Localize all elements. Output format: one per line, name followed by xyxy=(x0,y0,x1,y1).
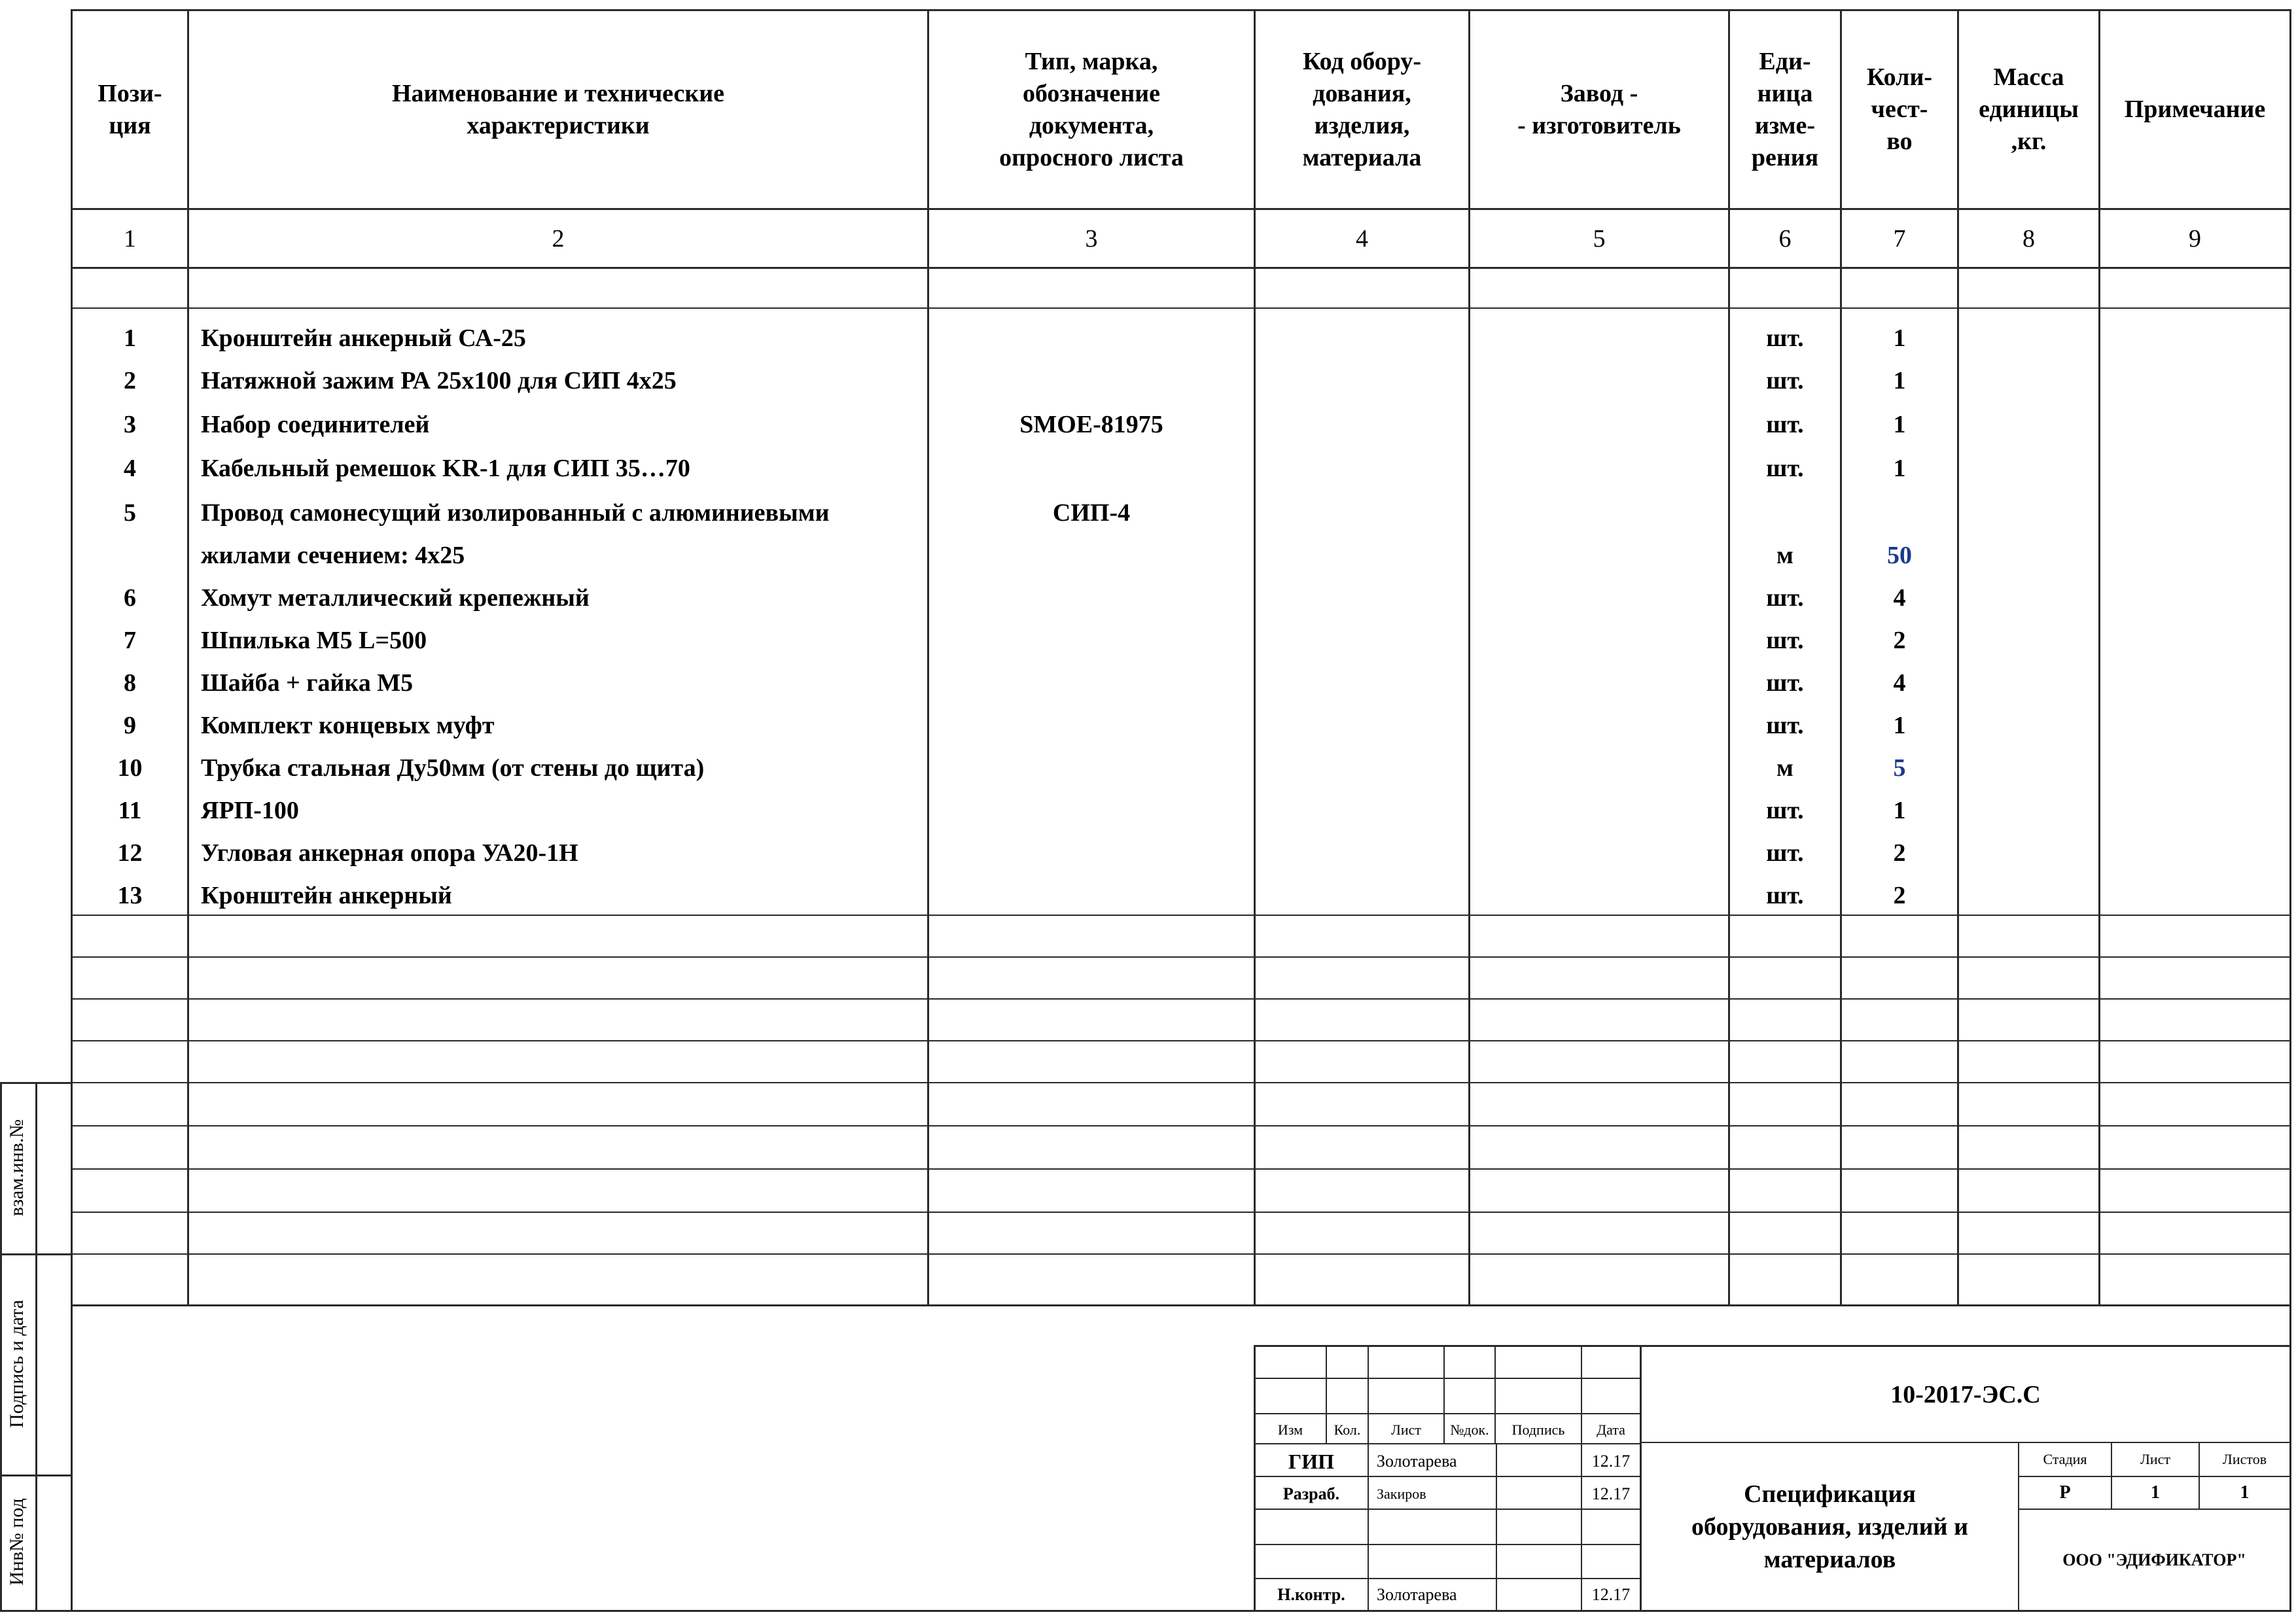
tb-nk-name: Золотарева xyxy=(1377,1585,1457,1604)
row-name: Трубка стальная Ду50мм (от стены до щита) xyxy=(201,754,705,782)
tb-col-kol: Кол. xyxy=(1333,1422,1361,1438)
row-name: Кронштейн анкерный СА-25 xyxy=(201,324,526,352)
col-number: 7 xyxy=(1893,224,1906,253)
tb-col-list: Лист xyxy=(1390,1422,1422,1438)
row-quantity: 1 xyxy=(1893,797,1906,824)
tb-col-sign: Подпись xyxy=(1511,1422,1565,1438)
row-type xyxy=(929,536,1254,574)
row-quantity: 1 xyxy=(1893,411,1906,438)
row-unit: шт. xyxy=(1766,584,1804,612)
col-number: 5 xyxy=(1593,224,1606,253)
tb-gip-role: ГИП xyxy=(1288,1449,1335,1473)
row-type xyxy=(929,579,1254,617)
tb-nk-role: Н.контр. xyxy=(1277,1585,1345,1604)
header-unit: Еди- ница изме- рения xyxy=(1751,47,1819,171)
row-unit: шт. xyxy=(1766,712,1804,739)
tb-col-date: Дата xyxy=(1597,1422,1625,1438)
tb-nk-date: 12.17 xyxy=(1591,1585,1631,1604)
col-number: 3 xyxy=(1085,224,1098,253)
row-unit: шт. xyxy=(1766,627,1804,654)
header-quantity: Коли- чест- во xyxy=(1866,63,1933,155)
row-quantity: 1 xyxy=(1893,367,1906,394)
row-quantity: 1 xyxy=(1893,324,1906,352)
row-name: Кронштейн анкерный xyxy=(201,882,452,909)
row-unit: шт. xyxy=(1766,797,1804,824)
row-position: 2 xyxy=(124,367,136,394)
row-unit: шт. xyxy=(1766,839,1804,867)
row-unit: шт. xyxy=(1766,669,1804,697)
tb-title xyxy=(1642,1443,2018,1611)
row-type xyxy=(929,362,1254,400)
tb-stage-label: Стадия xyxy=(2043,1451,2087,1467)
row-unit: шт. xyxy=(1766,411,1804,438)
row-position: 5 xyxy=(124,499,136,527)
tb-company: ООО "ЭДИФИКАТОР" xyxy=(2062,1550,2246,1569)
row-type: СИП-4 xyxy=(1052,499,1131,527)
header-code: Код обору- дования, изделия, материала xyxy=(1302,47,1422,171)
row-name: Кабельный ремешок KR-1 для СИП 35…70 xyxy=(201,455,690,482)
row-type xyxy=(929,877,1254,915)
row-position: 12 xyxy=(117,839,143,867)
header-position: Пози- ция xyxy=(97,79,162,139)
row-quantity: 1 xyxy=(1893,712,1906,739)
header-name: Наименование и технические характеристики xyxy=(391,79,725,139)
side-label-inv-orig: Инв№ под xyxy=(6,1498,27,1586)
row-type xyxy=(929,749,1254,787)
row-name: Угловая анкерная опора УА20-1Н xyxy=(201,839,578,867)
row-name: Шайба + гайка М5 xyxy=(201,669,414,697)
row-type xyxy=(929,319,1254,357)
row-quantity: 4 xyxy=(1893,584,1906,612)
row-type xyxy=(929,664,1254,702)
tb-sheets-label: Листов xyxy=(2222,1451,2267,1467)
row-type xyxy=(929,707,1254,744)
tb-title-line-2: оборудования, изделий и xyxy=(1691,1513,1968,1541)
row-position: 3 xyxy=(124,411,136,438)
col-number: 4 xyxy=(1356,224,1368,253)
row-unit xyxy=(1730,494,1840,532)
row-name: Комплект концевых муфт xyxy=(201,712,495,739)
tb-dev-role: Разраб. xyxy=(1282,1484,1340,1503)
side-label-sign-date: Подпись и дата xyxy=(6,1300,27,1428)
col-number: 9 xyxy=(2189,224,2201,253)
col-number: 1 xyxy=(124,224,136,253)
tb-gip-date: 12.17 xyxy=(1591,1452,1631,1471)
tb-doc-code: 10-2017-ЭС.С xyxy=(1890,1380,2041,1408)
row-position: 10 xyxy=(117,754,143,782)
row-position xyxy=(73,536,187,574)
row-name: Натяжной зажим РА 25х100 для СИП 4х25 xyxy=(201,367,677,394)
tb-gip-name: Золотарева xyxy=(1377,1452,1457,1471)
tb-dev-date: 12.17 xyxy=(1591,1484,1631,1503)
tb-title-line-3: материалов xyxy=(1763,1546,1896,1573)
row-quantity xyxy=(1842,494,1957,532)
row-unit: шт. xyxy=(1766,367,1804,394)
row-type xyxy=(929,621,1254,659)
row-name: ЯРП-100 xyxy=(201,797,299,824)
row-name: Шпилька М5 L=500 xyxy=(201,627,427,654)
row-position: 4 xyxy=(124,455,136,482)
row-quantity: 2 xyxy=(1893,839,1906,867)
col-number: 8 xyxy=(2022,224,2035,253)
header-manufacturer: Завод - - изготовитель xyxy=(1517,79,1681,139)
tb-col-izm: Изм xyxy=(1277,1422,1303,1438)
row-quantity: 1 xyxy=(1893,455,1906,482)
header-note: Примечание xyxy=(2124,96,2266,123)
row-type xyxy=(929,792,1254,829)
tb-stage: Р xyxy=(2059,1482,2071,1503)
row-type xyxy=(929,449,1254,487)
row-quantity: 2 xyxy=(1893,882,1906,909)
tb-sheets: 1 xyxy=(2240,1482,2250,1503)
row-type: SMOE-81975 xyxy=(1019,411,1163,438)
row-unit: м xyxy=(1776,754,1793,782)
tb-sheet-label: Лист xyxy=(2140,1451,2171,1467)
row-position: 1 xyxy=(124,324,136,352)
row-unit: м xyxy=(1776,542,1793,569)
row-unit: шт. xyxy=(1766,455,1804,482)
row-name: жилами сечением: 4х25 xyxy=(201,542,465,569)
row-position: 7 xyxy=(124,627,136,654)
row-position: 9 xyxy=(124,712,136,739)
row-unit: шт. xyxy=(1766,882,1804,909)
row-name: Набор соединителей xyxy=(201,411,430,438)
col-number: 2 xyxy=(552,224,565,253)
header-mass: Масса единицы ,кг. xyxy=(1979,63,2079,155)
row-position: 11 xyxy=(118,797,142,824)
row-name: Хомут металлический крепежный xyxy=(201,584,590,612)
tb-title-line-1: Спецификация xyxy=(1744,1480,1916,1508)
col-number: 6 xyxy=(1778,224,1792,253)
row-position: 13 xyxy=(117,882,143,909)
row-quantity: 4 xyxy=(1893,669,1906,697)
row-quantity: 50 xyxy=(1887,542,1912,569)
row-type xyxy=(929,834,1254,872)
row-unit: шт. xyxy=(1766,324,1804,352)
row-position: 6 xyxy=(124,584,136,612)
tb-dev-name: Закиров xyxy=(1377,1486,1426,1502)
row-name: Провод самонесущий изолированный с алюминиевыми xyxy=(201,499,830,527)
tb-col-ndok: №док. xyxy=(1450,1422,1489,1438)
header-type: Тип, марка, обозначение документа, опросного листа xyxy=(999,47,1184,171)
row-quantity: 2 xyxy=(1893,627,1906,654)
side-label-replace-inv: взам.инв.№ xyxy=(6,1119,27,1217)
row-quantity: 5 xyxy=(1893,754,1906,782)
tb-sheet: 1 xyxy=(2151,1482,2160,1503)
row-position: 8 xyxy=(124,669,136,697)
